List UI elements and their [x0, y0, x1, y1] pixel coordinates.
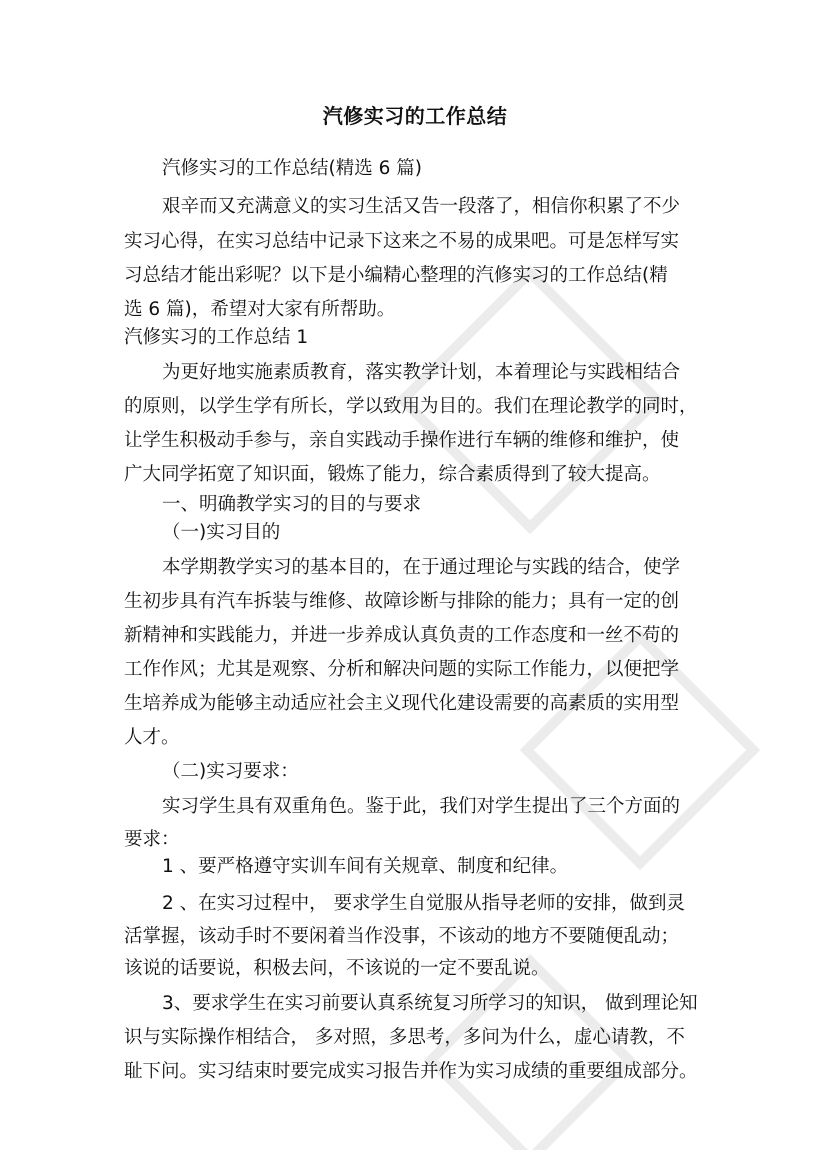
- paragraph-line: 生初步具有汽车拆装与维修、故障诊断与排除的能力；具有一定的创: [124, 591, 680, 612]
- paragraph-line: 人才。: [124, 727, 180, 748]
- paragraph-line: 选 6 篇)，希望对大家有所帮助。: [124, 299, 396, 320]
- paragraph-line: 让学生积极动手参与，亲自实践动手操作进行车辆的维修和维护，使: [124, 430, 680, 451]
- list-item: 识与实际操作相结合， 多对照，多思考，多问为什么，虚心请教，不: [124, 1027, 685, 1048]
- paragraph-line: 艰辛而又充满意义的实习生活又告一段落了，相信你积累了不少: [162, 196, 681, 217]
- list-item: 耻下问。实习结束时要完成实习报告并作为实习成绩的重要组成部分。: [124, 1061, 698, 1082]
- paragraph-line: 实习学生具有双重角色。鉴于此，我们对学生提出了三个方面的: [162, 796, 681, 817]
- list-item: 2 、在实习过程中， 要求学生自觉服从指导老师的安排，做到灵: [162, 893, 686, 914]
- list-item: 3、要求学生在实习前要认真系统复习所学习的知识， 做到理论知: [162, 993, 698, 1014]
- section-heading: 汽修实习的工作总结 1: [124, 327, 309, 348]
- paragraph-line: 的原则，以学生学有所长，学以致用为目的。我们在理论教学的同时，: [124, 396, 698, 417]
- list-item: 1 、要严格遵守实训车间有关规章、制度和纪律。: [162, 856, 569, 877]
- document-title: 汽修实习的工作总结: [322, 104, 508, 128]
- paragraph-line: 实习心得，在实习总结中记录下这来之不易的成果吧。可是怎样写实: [124, 231, 680, 252]
- subsection-heading: 一、明确教学实习的目的与要求: [162, 494, 422, 515]
- document-subtitle: 汽修实习的工作总结(精选 6 篇): [162, 158, 422, 179]
- subsection-heading: （一)实习目的: [162, 522, 281, 543]
- paragraph-line: 习总结才能出彩呢？以下是小编精心整理的汽修实习的工作总结(精: [124, 265, 668, 286]
- paragraph-line: 广大同学拓宽了知识面，锻炼了能力，综合素质得到了较大提高。: [124, 464, 661, 485]
- paragraph-line: 生培养成为能够主动适应社会主义现代化建设需要的高素质的实用型: [124, 693, 680, 714]
- subsection-heading: （二)实习要求：: [162, 761, 299, 782]
- paragraph-line: 为更好地实施素质教育，落实教学计划，本着理论与实践相结合: [162, 362, 681, 383]
- list-item: 活掌握，该动手时不要闲着当作没事，不该动的地方不要随便乱动；: [124, 926, 680, 947]
- paragraph-line: 新精神和实践能力，并进一步养成认真负责的工作态度和一丝不苟的: [124, 625, 680, 646]
- paragraph-line: 要求：: [124, 829, 180, 850]
- paragraph-line: 工作作风；尤其是观察、分析和解决问题的实际工作能力，以便把学: [124, 659, 680, 680]
- list-item: 该说的话要说，积极去问，不该说的一定不要乱说。: [124, 958, 550, 979]
- paragraph-line: 本学期教学实习的基本目的，在于通过理论与实践的结合，使学: [162, 557, 681, 578]
